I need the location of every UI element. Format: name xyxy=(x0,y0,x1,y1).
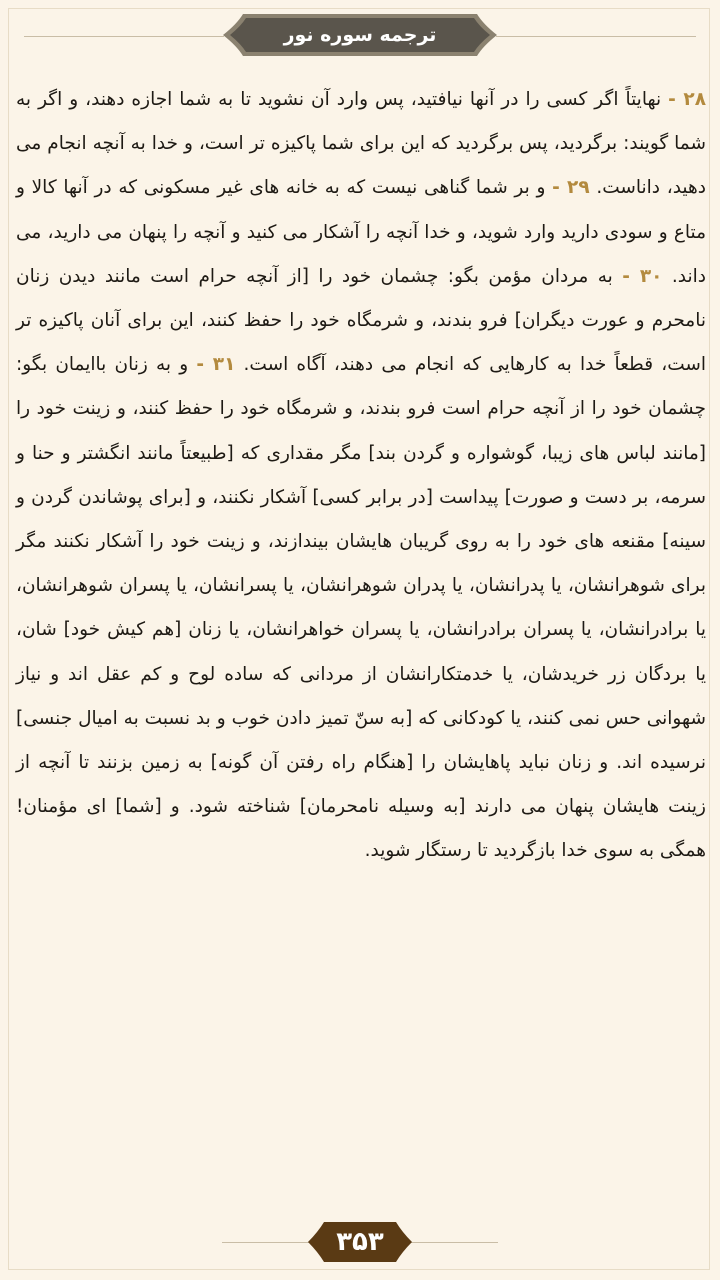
footer-divider-right xyxy=(408,1242,498,1243)
footer xyxy=(0,1220,720,1268)
verse-text: و به زنان باایمان بگو: چشمان خود را از آنچه حرام است فرو بندند، و شرمگاه خود را حفظ کنند، و زینت خود را [مانند لباس های زیبا، گوشواره و گردن بند] مگر مقداری که [طبیعتاً مانند انگشتر و حنا و سرمه، بر دست و صورت] پیداست [در برابر کسی] آشکار نکنند، و [برای پوشاندن گردن و سینه] مقنعه های خود را به روی گریبان هایشان بیندازند، و زینت خود را آشکار نکنند مگر برای شوهرانشان، یا پدرانشان، یا پدران شوهرانشان، یا پسرانشان، یا پسران شوهرانشان، یا برادرانشان، یا پسران برادرانشان، یا پسران خواهرانشان، یا زنان [هم کیش خود] شان، یا بردگان زر خریدشان، یا خدمتکارانشان از مردانی که ساده لوح و کم عقل اند و نیاز شهوانی حس نمی کنند، یا کودکانی که [به سنّ تمیز دادن خوب و بد نسبت به امیال جنسی] نرسیده اند. و زنان نباید پاهایشان را [هنگام راه رفتن آن گونه] به زمین بزنند تا آنچه از زینت هایشان پنهان می دارند [به وسیله نامحرمان] شناخته شود. و [شما] ای مؤمنان! همگی به سوی خدا بازگردید تا رستگار شوید. xyxy=(16,354,706,862)
verse-number: ۳۰ - xyxy=(622,265,663,287)
verse-number: ۲۸ - xyxy=(668,89,706,110)
page-number: ۳۵۳ xyxy=(336,1227,384,1257)
title-divider-left xyxy=(24,36,224,37)
title-divider-right xyxy=(496,36,696,37)
page-title: ترجمه سوره نور xyxy=(283,24,437,46)
page-number-badge xyxy=(306,1220,414,1264)
verse-text: نهایتاً اگر کسی را در آنها نیافتید، پس وارد آن نشوید تا به شما اجازه دهند، و اگر به شما گویند: برگردید، پس برگردید که این برای شما پاکیزه تر است، و خدا به آنچه انجام می دهید، داناست. xyxy=(16,89,706,199)
verse-text: به مردان مؤمن بگو: چشمان خود را [از آنچه حرام است مانند دیدن زنان نامحرم و عورت دیگران] فرو بندند، و شرمگاه خود را حفظ کنند، این برای آنان پاکیزه تر است، قطعاً خدا به کارهایی که انجام می دهند، آگاه است. xyxy=(16,265,706,376)
footer-divider-left xyxy=(222,1242,312,1243)
title-bar xyxy=(0,12,720,60)
verse-number: ۲۹ - xyxy=(552,177,590,199)
translation-paragraph xyxy=(16,78,706,874)
verse-number: ۳۱ - xyxy=(196,354,236,376)
title-badge xyxy=(221,12,499,58)
verse-text: و بر شما گناهی نیست که به خانه های غیر مسکونی که در آنها کالا و متاع و سودی دارید وارد شوید، و خدا آنچه را آشکار می کنید و آنچه را پنهان می دارید، می داند. xyxy=(16,177,707,287)
